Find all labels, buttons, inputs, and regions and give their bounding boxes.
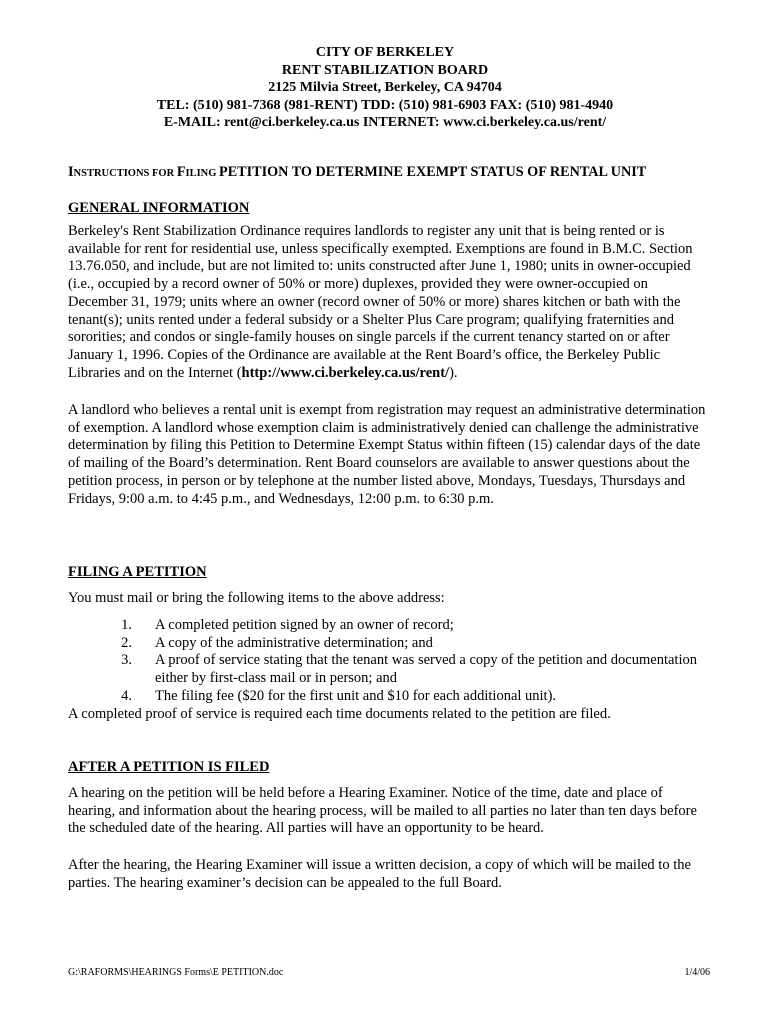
list-item bbox=[68, 635, 710, 653]
after-petition-heading: AFTER A PETITION IS FILED bbox=[68, 759, 270, 775]
document-title bbox=[68, 164, 748, 181]
letterhead bbox=[0, 44, 770, 132]
title-main: PETITION TO DETERMINE EXEMPT STATUS OF RENTAL UNIT bbox=[219, 164, 647, 180]
list-item-text: The filing fee ($20 for the first unit and $10 for each additional unit). bbox=[155, 687, 557, 704]
list-item-text: A completed petition signed by an owner of record; bbox=[155, 617, 454, 633]
list-item-number: 2. bbox=[121, 634, 132, 651]
header-email: E-MAIL: rent@ci.berkeley.ca.us INTERNET: www.ci.berkeley.ca.us/rent/ bbox=[163, 115, 607, 130]
footer-date: 1/4/06 bbox=[684, 967, 710, 978]
header-phone: TEL: (510) 981-7368 (981-RENT) TDD: (510) 981-6903 FAX: (510) 981-4940 bbox=[156, 97, 614, 113]
filing-intro: You must mail or bring the following items to the above address: bbox=[68, 590, 445, 606]
title-f: F bbox=[176, 164, 186, 180]
header-board: RENT STABILIZATION BOARD bbox=[281, 62, 489, 78]
page-footer bbox=[68, 967, 710, 978]
footer-file-path: G:\RAFORMS\HEARINGS Forms\E PETITION.doc bbox=[68, 967, 284, 978]
general-paragraph-1-end: ). bbox=[449, 364, 458, 381]
list-item bbox=[68, 617, 710, 635]
header-city: CITY OF BERKELEY bbox=[315, 45, 455, 60]
list-item-number: 1. bbox=[121, 617, 132, 633]
list-item-text: A copy of the administrative determination; and bbox=[155, 634, 433, 651]
general-information-heading: GENERAL INFORMATION bbox=[68, 200, 250, 216]
after-paragraph-2: After the hearing, the Hearing Examiner will issue a written decision, a copy of which will be mailed to the parties. The hearing examiner’s decision can be appealed to the full Board. bbox=[68, 857, 691, 891]
list-item-number: 4. bbox=[121, 687, 132, 704]
after-paragraph-1: A hearing on the petition will be held before a Hearing Examiner. Notice of the time, date and place of hearing, and information about the hearing process, will be mailed to all parties no later than ten days before the scheduled date of the hearing. All parties will have an opportunity to be heard. bbox=[68, 785, 697, 837]
title-iling: ILING bbox=[185, 168, 220, 179]
list-item-text: A proof of service stating that the tenant was served a copy of the petition and documentation either by first-class mail or in person; and bbox=[155, 652, 697, 687]
list-item bbox=[68, 688, 710, 706]
filing-items-list bbox=[68, 617, 710, 706]
ordinance-link[interactable]: http://www.ci.berkeley.ca.us/rent/ bbox=[241, 364, 450, 381]
general-paragraph-1-text: Berkeley's Rent Stabilization Ordinance requires landlords to register any unit that is being rented or is available for rent for residential use, unless specifically exempted. Exemptions are found in B.M.C. Section 13.76.050, and include, but are not limited to: units constructed after June 1, 1980; units in owner-occupied (i.e., occupied by a record owner of 50% or more) duplexes, provided they were owner-occupied on December 31, 1979; units where an owner (record owner of 50% or more) shares kitchen or bath with the tenant(s); units rented under a federal subsidy or a Shelter Plus Care program; qualifying fraternities and sororities; and condos or single-family houses on single parcels if the current tenancy started on or after January 1, 1996. Copies of the Ordinance are available at the Rent Board’s office, the Berkeley Public Libraries and on the Internet ( bbox=[68, 223, 693, 381]
title-i: I bbox=[68, 164, 74, 180]
list-item bbox=[68, 652, 710, 687]
title-nstructions: NSTRUCTIONS bbox=[73, 168, 153, 179]
filing-petition-heading: FILING A PETITION bbox=[68, 564, 207, 580]
filing-note: A completed proof of service is required each time documents related to the petition are filed. bbox=[68, 706, 611, 722]
header-address: 2125 Milvia Street, Berkeley, CA 94704 bbox=[268, 80, 502, 95]
general-paragraph-1 bbox=[68, 223, 710, 382]
title-for: FOR bbox=[152, 168, 177, 179]
general-paragraph-2: A landlord who believes a rental unit is exempt from registration may request an administrative determination of exemption. A landlord whose exemption claim is administratively denied can challenge the administrative determination by filing this Petition to Determine Exempt Status within fifteen (15) calendar days of the date of mailing of the Board’s determination. Rent Board counselors are available to answer questions about the petition process, in person or by telephone at the number listed above, Mondays, Tuesdays, Thursdays and Fridays, 9:00 a.m. to 4:45 p.m., and Wednesdays, 12:00 p.m. to 6:30 p.m. bbox=[68, 402, 706, 507]
list-item-number: 3. bbox=[121, 652, 132, 669]
